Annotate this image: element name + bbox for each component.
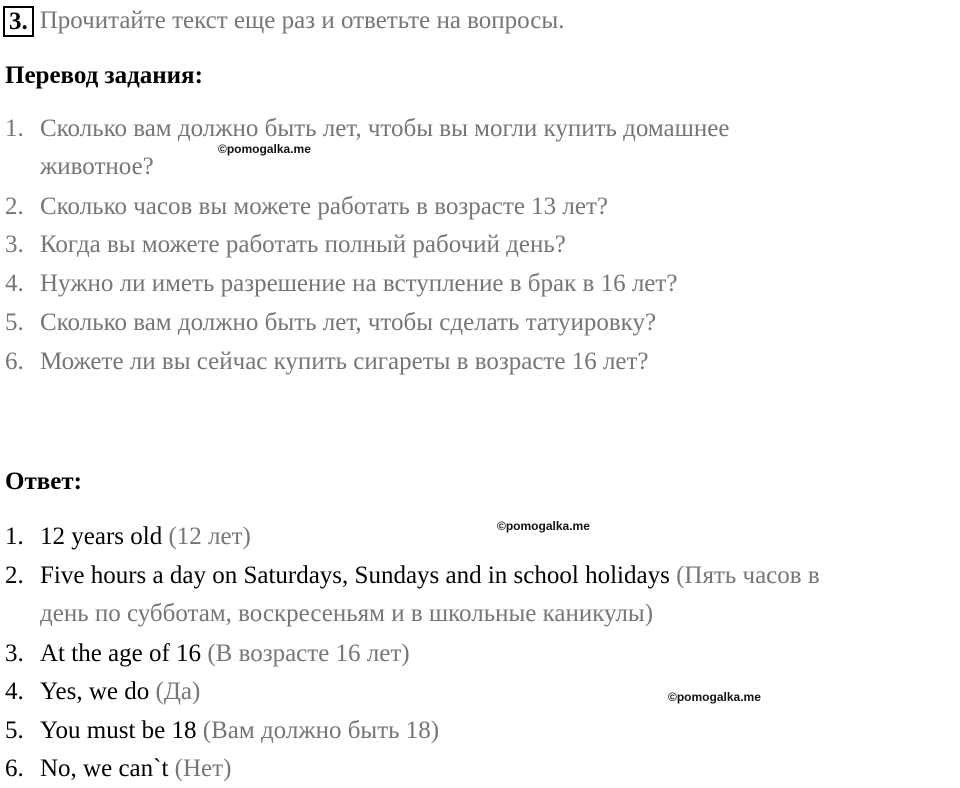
item-text: Когда вы можете работать полный рабочий день? [40, 231, 566, 258]
task-instruction: Прочитайте текст еще раз и ответьте на вопросы. [39, 7, 565, 34]
translation-item-3 [5, 226, 566, 264]
answer-english: 12 years old [40, 523, 163, 550]
answer-english: You must be 18 [40, 717, 197, 744]
item-number: 2. [5, 193, 24, 220]
answer-russian: (Пять часов в [676, 562, 820, 589]
item-text: Сколько вам должно быть лет, чтобы сделать татуировку? [40, 309, 657, 336]
item-number: 2. [5, 562, 24, 589]
item-text: Можете ли вы сейчас купить сигареты в возрасте 16 лет? [40, 348, 649, 375]
translation-item-4 [5, 265, 677, 303]
translation-item-1-continuation: животное? [40, 153, 154, 180]
answer-russian: (Нет) [174, 755, 232, 782]
answer-english: Yes, we do [40, 678, 150, 705]
item-number: 4. [5, 678, 24, 705]
item-number: 3. [5, 640, 24, 667]
answer-russian: (Да) [155, 678, 201, 705]
item-text: Нужно ли иметь разрешение на вступление в брак в 16 лет? [40, 270, 678, 297]
answer-english: Five hours a day on Saturdays, Sundays and in school holidays [40, 562, 670, 589]
translation-item-1 [5, 110, 729, 148]
item-number: 6. [5, 348, 24, 375]
translation-item-6 [5, 343, 649, 381]
answer-item-4 [5, 673, 200, 711]
task-header [3, 4, 564, 38]
answer-english: At the age of 16 [40, 640, 202, 667]
translation-item-2 [5, 188, 608, 226]
answer-item-5 [5, 712, 439, 750]
item-text: Сколько часов вы можете работать в возрасте 13 лет? [40, 193, 609, 220]
translation-heading: Перевод задания: [5, 62, 203, 89]
item-number: 6. [5, 755, 24, 782]
answer-heading: Ответ: [5, 468, 82, 495]
answer-russian: (12 лет) [168, 523, 251, 550]
answer-russian: (Вам должно быть 18) [202, 717, 440, 744]
watermark: ©pomogalka.me [497, 519, 590, 533]
task-number: 3. [3, 6, 34, 37]
item-text: Сколько вам должно быть лет, чтобы вы могли купить домашнее [40, 115, 730, 142]
answer-item-3 [5, 635, 410, 673]
item-number: 4. [5, 270, 24, 297]
answer-item-2-continuation: день по субботам, воскресеньям и в школьные каникулы) [40, 600, 654, 627]
watermark: ©pomogalka.me [668, 690, 761, 704]
answer-item-2 [5, 557, 820, 595]
watermark: ©pomogalka.me [218, 142, 311, 156]
answer-english: No, we can`t [40, 755, 169, 782]
answer-item-1 [5, 518, 251, 556]
item-number: 1. [5, 115, 24, 142]
translation-item-5 [5, 304, 656, 342]
item-number: 5. [5, 309, 24, 336]
item-number: 1. [5, 523, 24, 550]
answer-item-6 [5, 750, 231, 788]
answer-russian: (В возрасте 16 лет) [207, 640, 410, 667]
item-number: 5. [5, 717, 24, 744]
item-number: 3. [5, 231, 24, 258]
